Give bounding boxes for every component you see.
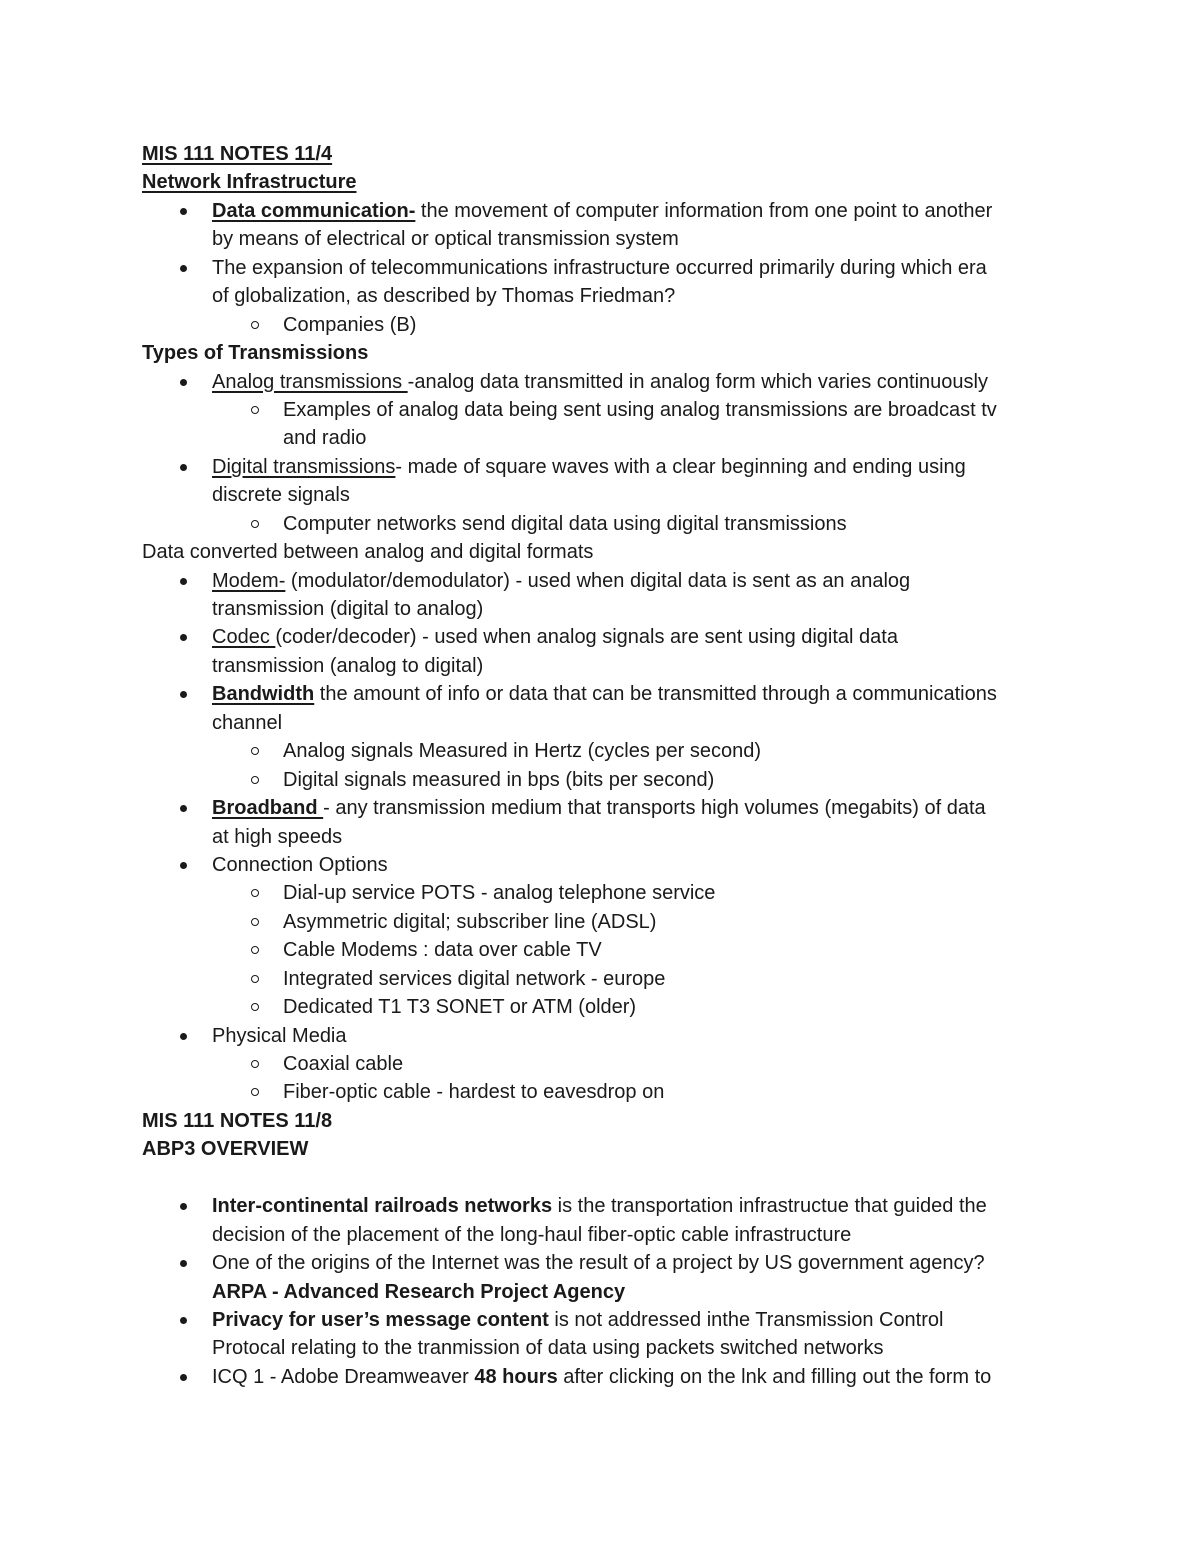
section-types-of-transmissions: Types of Transmissions — [142, 342, 369, 365]
list-heading: Physical Media — [212, 1024, 347, 1047]
term-digital: Digital transmissions — [212, 455, 396, 478]
list-item-bandwidth — [142, 680, 1072, 708]
bullet-icon — [180, 379, 187, 386]
list-item-continuation: transmission (analog to digital) — [212, 654, 484, 677]
definition-text: the movement of computer information from one point to another — [415, 199, 993, 222]
question-text: The expansion of telecommunications infrastructure occurred primarily during which era — [212, 256, 987, 279]
sublist-item-connection — [142, 965, 1072, 993]
bullet-icon — [180, 691, 187, 698]
body-text: ICQ 1 - Adobe Dreamweaver — [212, 1365, 475, 1388]
definition-text: -analog data transmitted in analog form which varies continuously — [407, 370, 988, 393]
sub-text: Coaxial cable — [283, 1053, 404, 1075]
circle-bullet-icon — [251, 946, 259, 954]
body-text: is the transportation infrastructue that guided the — [552, 1195, 987, 1218]
blank-line — [142, 1164, 1072, 1192]
sub-text: Cable Modems : data over cable TV — [283, 939, 602, 962]
sub-text: Asymmetric digital; subscriber line (ADSL) — [283, 910, 657, 933]
section-network-infrastructure: Network Infrastructure — [142, 171, 357, 194]
bullet-icon — [180, 464, 187, 471]
sublist-item-analog-examples — [142, 396, 1072, 424]
list-item-continuation: channel — [212, 711, 283, 734]
circle-bullet-icon — [251, 776, 259, 784]
circle-bullet-icon — [251, 975, 259, 983]
list-item-privacy — [142, 1306, 1072, 1334]
list-item-codec — [142, 623, 1072, 651]
section-data-converted: Data converted between analog and digital formats — [142, 541, 594, 564]
body-text: after clicking on the lnk and filling out the form to — [557, 1365, 992, 1388]
circle-bullet-icon — [251, 321, 259, 329]
bullet-icon — [180, 578, 187, 585]
sublist-item-connection — [142, 879, 1072, 907]
sub-text: Digital signals measured in bps (bits per second) — [283, 768, 715, 791]
sublist-item-computer-networks — [142, 510, 1072, 538]
body-text: is not addressed inthe Transmission Control — [548, 1308, 944, 1331]
circle-bullet-icon — [251, 1060, 259, 1068]
bullet-icon — [180, 1203, 187, 1210]
example-text: Computer networks send digital data using digital transmissions — [283, 512, 847, 535]
sub-text: Fiber-optic cable - hardest to eavesdrop on — [283, 1081, 665, 1104]
list-item-analog — [142, 368, 1072, 396]
definition-text: - any transmission medium that transports high volumes (megabits) of data — [323, 797, 986, 820]
circle-bullet-icon — [251, 918, 259, 926]
bullet-icon — [180, 1374, 187, 1381]
circle-bullet-icon — [251, 406, 259, 414]
term-bandwidth: Bandwidth — [212, 683, 315, 706]
list-item-connection-options — [142, 851, 1072, 879]
circle-bullet-icon — [251, 520, 259, 528]
circle-bullet-icon — [251, 1003, 259, 1011]
sub-text: Integrated services digital network - europe — [283, 967, 666, 990]
bullet-icon — [180, 805, 187, 812]
list-item-continuation: discrete signals — [212, 484, 350, 507]
list-item-continuation: at high speeds — [212, 825, 343, 848]
list-item-telecom-expansion — [142, 254, 1072, 282]
answer-text: Companies (B) — [283, 313, 417, 336]
notes-title-11-4: MIS 111 NOTES 11/4 — [142, 143, 333, 165]
list-item-continuation-arpa: ARPA - Advanced Research Project Agency — [212, 1280, 626, 1303]
list-item-internet-origins — [142, 1249, 1072, 1277]
sub-text: Dial-up service POTS - analog telephone service — [283, 882, 716, 905]
section-abp3-overview: ABP3 OVERVIEW — [142, 1138, 309, 1161]
sublist-item-companies — [142, 311, 1072, 339]
definition-text: (coder/decoder) - used when analog signals are sent using digital data — [275, 626, 898, 649]
notes-title-11-8: MIS 111 NOTES 11/8 — [142, 1109, 333, 1132]
bullet-icon — [180, 634, 187, 641]
bullet-icon — [180, 862, 187, 869]
bold-answer: 48 hours — [474, 1365, 558, 1388]
sublist-item-continuation: and radio — [283, 427, 367, 450]
list-item-continuation: decision of the placement of the long-haul fiber-optic cable infrastructure — [212, 1223, 852, 1246]
example-text: Examples of analog data being sent using analog transmissions are broadcast tv — [283, 398, 997, 421]
list-item-modem — [142, 567, 1072, 595]
list-item-continuation: Protocal relating to the tranmission of data using packets switched networks — [212, 1337, 884, 1360]
sublist-item-digital-bps — [142, 766, 1072, 794]
list-item-icq — [142, 1363, 1072, 1391]
list-item-data-communication — [142, 197, 1072, 225]
circle-bullet-icon — [251, 889, 259, 897]
sublist-item-connection — [142, 908, 1072, 936]
sublist-item-connection — [142, 993, 1072, 1021]
bullet-icon — [180, 208, 187, 215]
sublist-item-physical — [142, 1078, 1072, 1106]
term-analog: Analog transmissions — [212, 370, 408, 393]
bullet-icon — [180, 1317, 187, 1324]
list-item-digital — [142, 453, 1072, 481]
sublist-item-physical — [142, 1050, 1072, 1078]
bullet-icon — [180, 1033, 187, 1040]
bold-answer: Inter-continental railroads networks — [212, 1195, 553, 1218]
definition-text: the amount of info or data that can be transmitted through a communications — [314, 683, 997, 706]
definition-text: (modulator/demodulator) - used when digital data is sent as an analog — [285, 569, 911, 592]
list-item-railroads — [142, 1192, 1072, 1220]
bullet-icon — [180, 265, 187, 272]
term-modem: Modem- — [212, 569, 286, 592]
circle-bullet-icon — [251, 1088, 259, 1096]
list-item-physical-media — [142, 1022, 1072, 1050]
sub-text: Dedicated T1 T3 SONET or ATM (older) — [283, 996, 637, 1019]
list-heading: Connection Options — [212, 853, 388, 876]
circle-bullet-icon — [251, 747, 259, 755]
sublist-item-connection — [142, 936, 1072, 964]
sublist-item-analog-hertz — [142, 737, 1072, 765]
sub-text: Analog signals Measured in Hertz (cycles per second) — [283, 740, 761, 763]
definition-text: - made of square waves with a clear beginning and ending using — [395, 455, 966, 478]
notes-content — [142, 140, 1072, 1391]
list-item-broadband — [142, 794, 1072, 822]
term-broadband: Broadband — [212, 797, 324, 820]
question-text: One of the origins of the Internet was the result of a project by US government agency? — [212, 1252, 985, 1275]
term-data-communication: Data communication- — [212, 199, 416, 222]
bold-answer: Privacy for user’s message content — [212, 1308, 549, 1331]
list-item-continuation: transmission (digital to analog) — [212, 598, 484, 620]
list-item-continuation: by means of electrical or optical transmission system — [212, 228, 679, 251]
list-item-continuation: of globalization, as described by Thomas Friedman? — [212, 285, 676, 308]
bullet-icon — [180, 1260, 187, 1267]
term-codec: Codec — [212, 626, 276, 649]
